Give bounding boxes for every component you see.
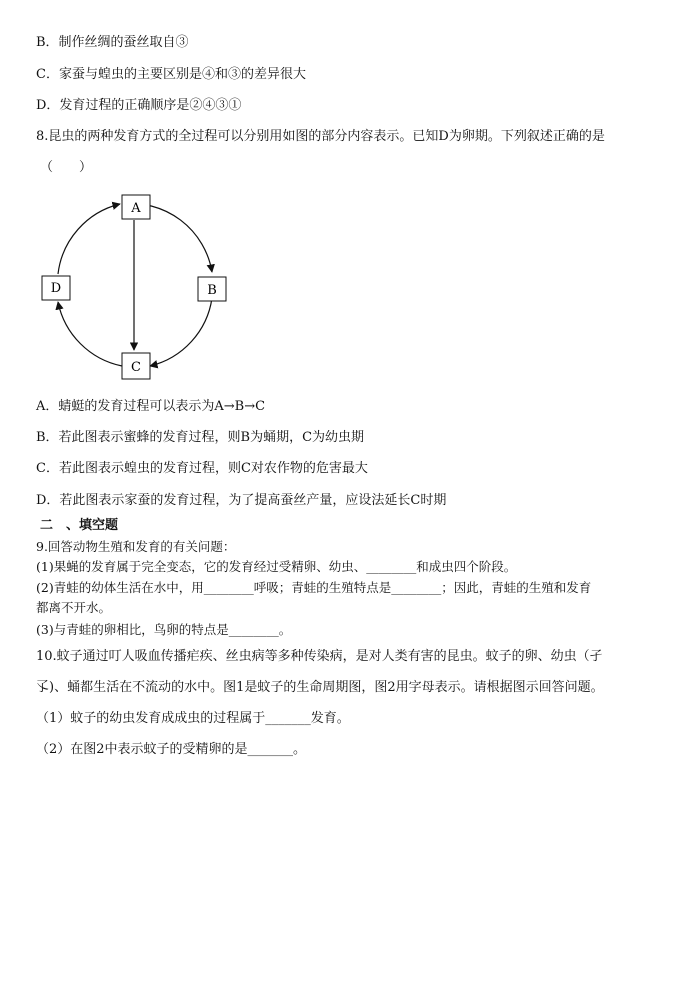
q8-option-c: C．若此图表示蝗虫的发育过程，则C对农作物的危害最大: [36, 461, 368, 476]
q10-part1: （1）蚊子的幼虫发育成成虫的过程属于_______发育。: [36, 711, 350, 726]
stage-a-box: [122, 195, 150, 219]
q8-option-b: B．若此图表示蜜蜂的发育过程，则B为蛹期，C为幼虫期: [36, 430, 365, 445]
q9-part1: (1)果蝇的发育属于完全变态，它的发育经过受精卵、幼虫、________和成虫四个阶段。: [36, 559, 517, 574]
q10-stem-line2: 孓)、蛹都生活在不流动的水中。图1是蚊子的生命周期图，图2用字母表示。请根据图示回答问题。: [36, 680, 604, 695]
section-title-fill-in: 二 、填空题: [40, 518, 119, 533]
q9-part2-line1: (2)青蛙的幼体生活在水中，用________呼吸；青蛙的生殖特点是________；因此，青蛙的生殖和发育: [36, 580, 592, 595]
q8-option-a: A．蜻蜓的发育过程可以表示为A→B→C: [36, 399, 266, 414]
q7-option-c: C．家蚕与蝗虫的主要区别是④和③的差异很大: [36, 67, 306, 82]
q9-part2-line2: 都离不开水。: [36, 600, 112, 615]
arc-b-to-c: [150, 298, 212, 366]
stage-c-label: C: [131, 360, 141, 375]
stage-b-label: B: [207, 283, 217, 298]
q10-part2: （2）在图2中表示蚊子的受精卵的是_______。: [36, 742, 307, 757]
stage-a-label: A: [131, 201, 141, 216]
arc-d-to-a: [58, 204, 120, 274]
q7-option-d: D．发育过程的正确顺序是②④③①: [36, 98, 242, 113]
q10-stem-line1: 10.蚊子通过叮人吸血传播疟疾、丝虫病等多种传染病，是对人类有害的昆虫。蚊子的卵、幼虫（孑: [36, 649, 603, 664]
stage-c-box: [122, 353, 150, 379]
arc-c-to-d: [58, 302, 122, 366]
q8-answer-paren: （ ）: [40, 160, 93, 175]
q8-stem: 8.昆虫的两种发育方式的全过程可以分别用如图的部分内容表示。已知D为卵期。下列叙述正确的是: [36, 129, 605, 144]
stage-d-box: [42, 276, 70, 300]
q8-option-d: D．若此图表示家蚕的发育过程，为了提高蚕丝产量，应设法延长C时期: [36, 493, 447, 508]
life-cycle-diagram: [36, 190, 246, 385]
q9-part3: (3)与青蛙的卵相比，鸟卵的特点是________。: [36, 622, 292, 637]
q7-option-b: B．制作丝绸的蚕丝取自③: [36, 35, 189, 50]
stage-b-box: [198, 277, 226, 301]
stage-d-label: D: [50, 281, 62, 296]
q9-stem: 9.回答动物生殖和发育的有关问题：: [36, 539, 236, 554]
